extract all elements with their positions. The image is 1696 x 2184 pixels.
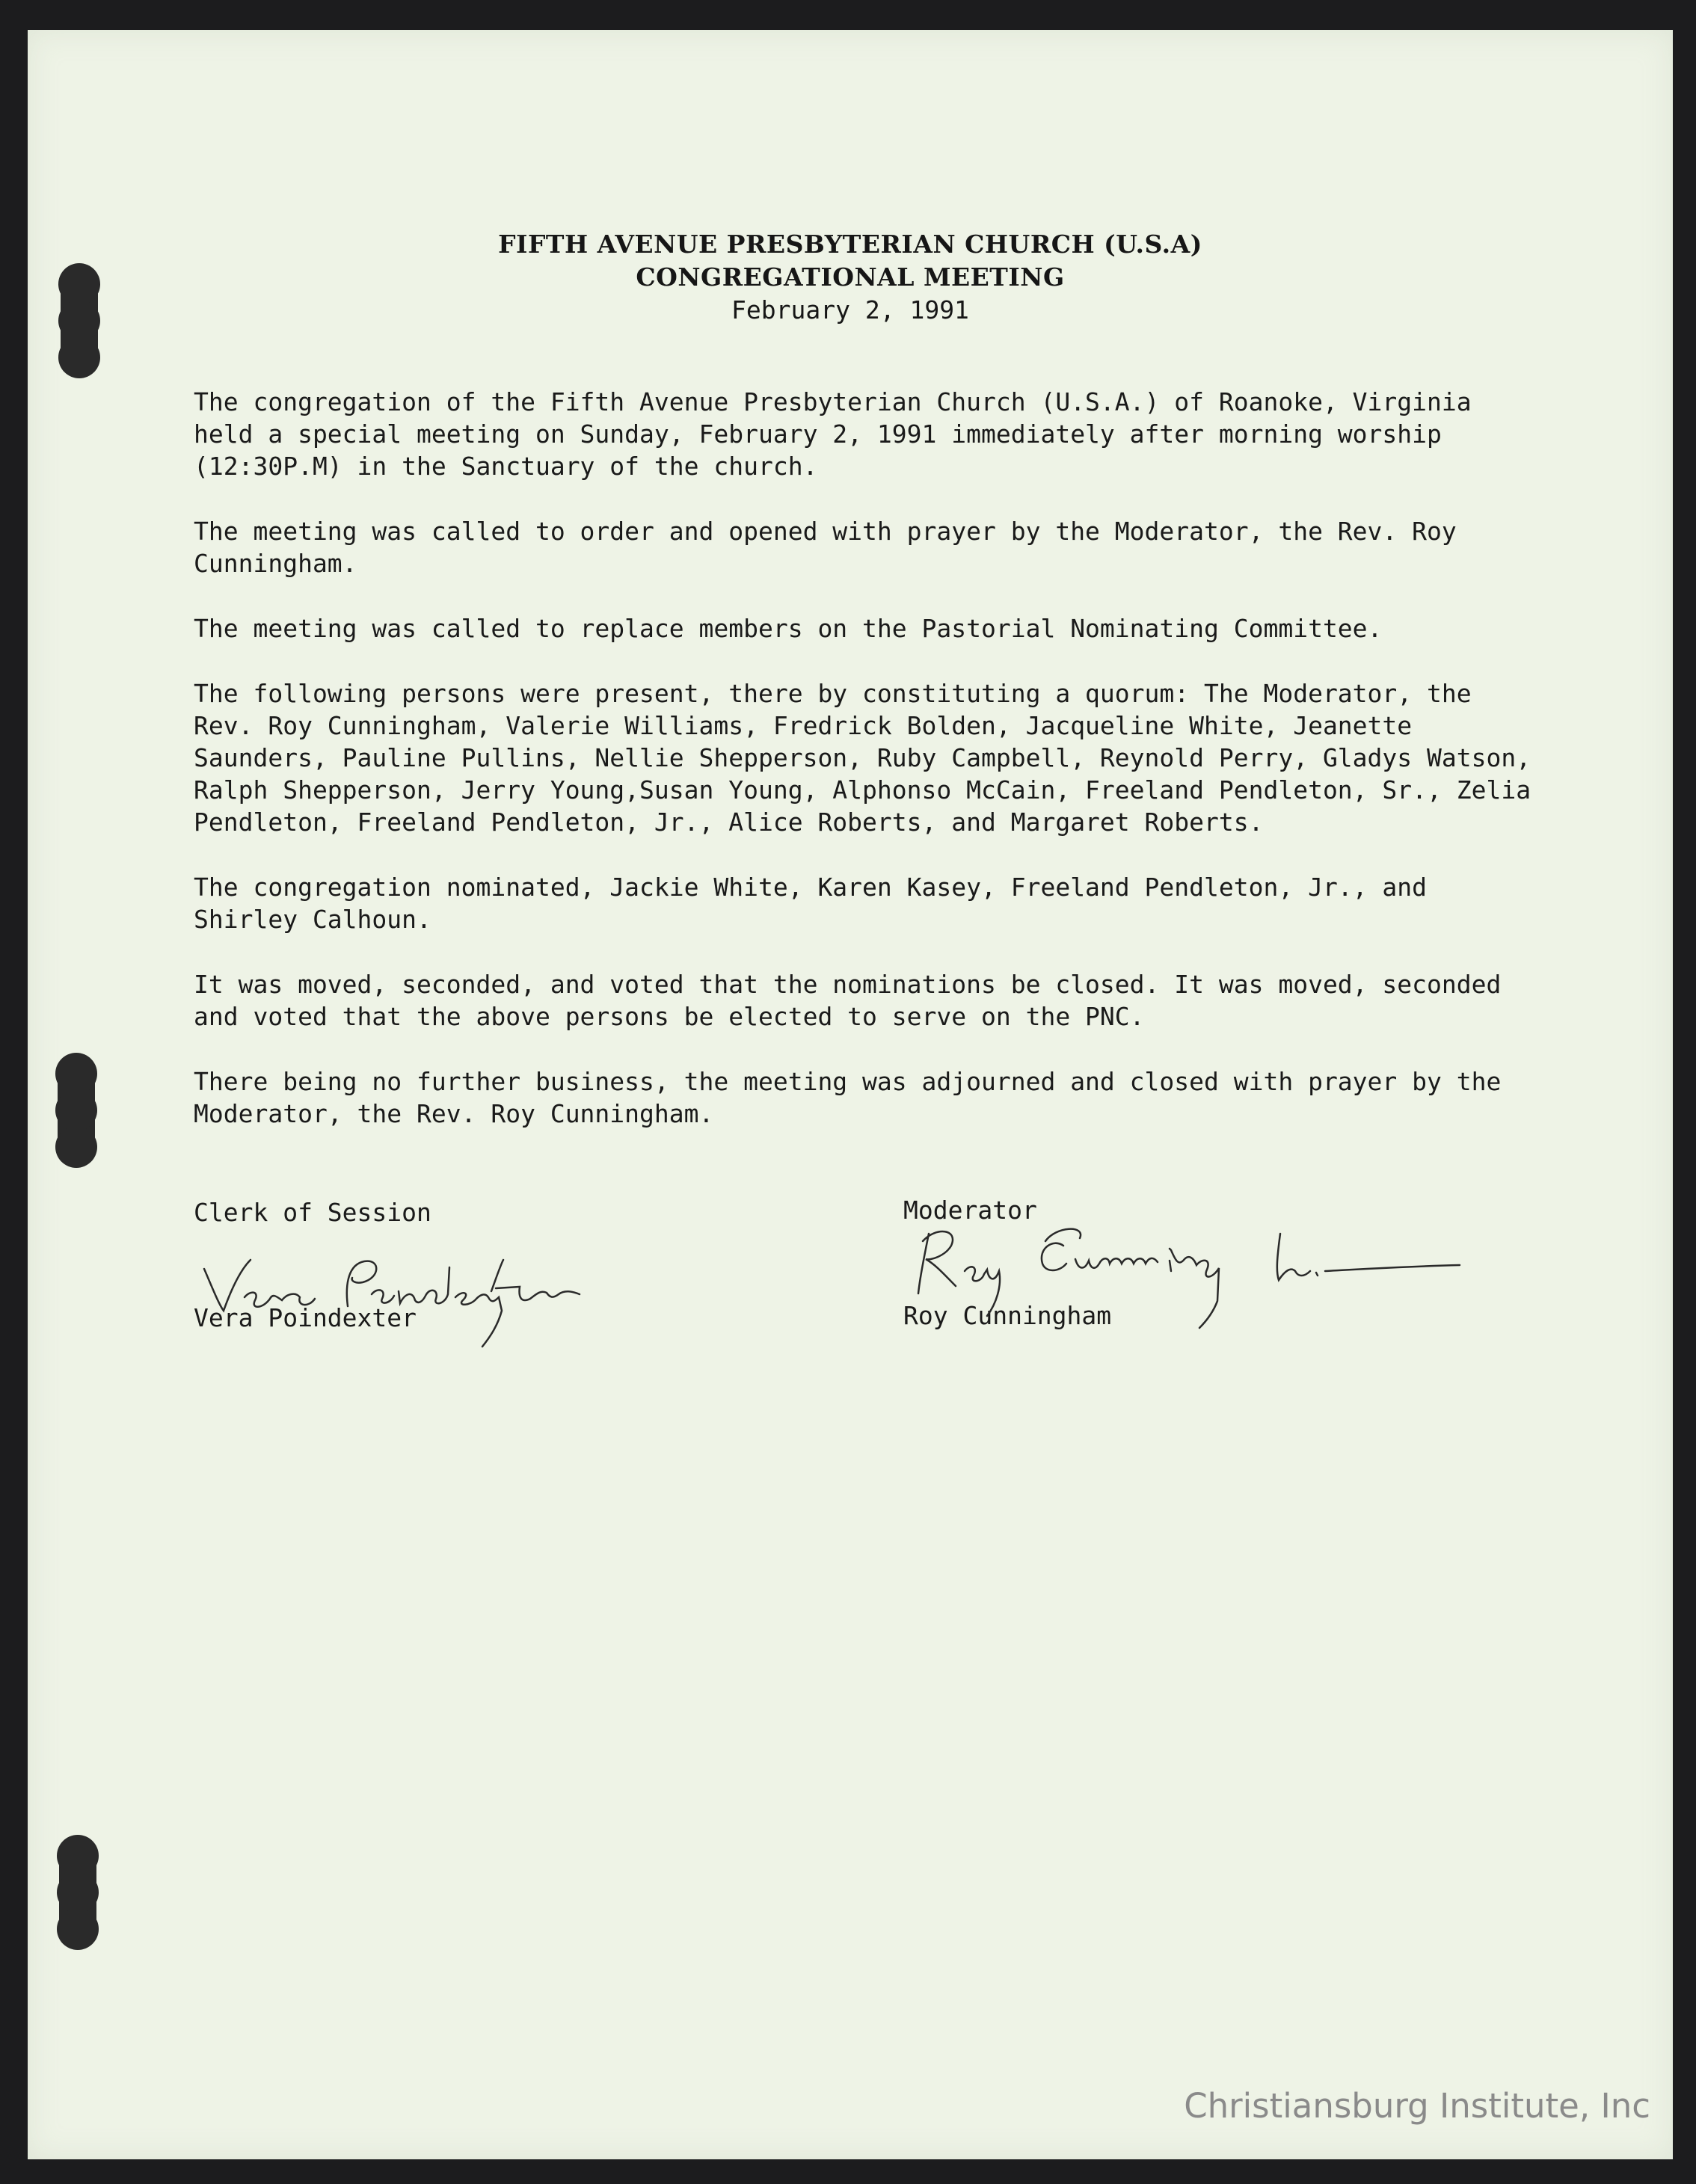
binder-hole-bottom	[59, 1838, 96, 1947]
meeting-date: February 2, 1991	[731, 295, 969, 324]
paragraph-attendance: The following persons were present, there by constituting a quorum: The Moderator, the Rev. Roy Cunningham, Valerie Williams, Fredrick Bolden, Jacqueline White, Jeanette Saunders, Pauline Pullins, Nellie Shepperson, Ruby Campbell, Reynold Perry, Gladys Watson, Ralph Shepperson, Jerry Young,Susan Young, Alphonso McCain, Freeland Pendleton, Sr., Zelia Pendleton, Freeland Pendleton, Jr., Alice Roberts, and Margaret Roberts.	[194, 679, 1531, 837]
document-page	[28, 30, 1673, 2159]
paragraph-nominations: The congregation nominated, Jackie White, Karen Kasey, Freeland Pendleton, Jr., and Shirley Calhoun.	[194, 873, 1428, 934]
clerk-name: Vera Poindexter	[194, 1303, 417, 1332]
paragraph-purpose: The meeting was called to replace members on the Pastorial Nominating Committee.	[194, 614, 1383, 643]
meeting-title: CONGREGATIONAL MEETING	[636, 262, 1065, 292]
document-header	[28, 228, 1673, 327]
church-name: FIFTH AVENUE PRESBYTERIAN CHURCH (U.S.A)	[498, 230, 1202, 259]
paragraph-intro: The congregation of the Fifth Avenue Presbyterian Church (U.S.A.) of Roanoke, Virginia held a special meeting on Sunday, February 2, 1991 immediately after morning worship (12:30P.M) in the Sanctuary of the church.	[194, 387, 1472, 481]
moderator-title: Moderator	[903, 1196, 1037, 1225]
paragraph-opening: The meeting was called to order and opened with prayer by the Moderator, the Rev. Roy Cunningham.	[194, 517, 1457, 578]
watermark: Christiansburg Institute, Inc	[1184, 2086, 1650, 2126]
minutes-body	[194, 386, 1540, 1163]
binder-hole-middle	[58, 1056, 95, 1165]
moderator-name: Roy Cunningham	[903, 1301, 1112, 1330]
clerk-title: Clerk of Session	[194, 1198, 431, 1227]
clerk-handwritten-signature	[198, 1245, 587, 1350]
paragraph-closing: There being no further business, the meeting was adjourned and closed with prayer by the Moderator, the Rev. Roy Cunningham.	[194, 1067, 1502, 1128]
paragraph-vote: It was moved, seconded, and voted that the nominations be closed. It was moved, seconded and voted that the above persons be elected to serve on the PNC.	[194, 970, 1502, 1031]
moderator-handwritten-signature	[906, 1211, 1475, 1331]
